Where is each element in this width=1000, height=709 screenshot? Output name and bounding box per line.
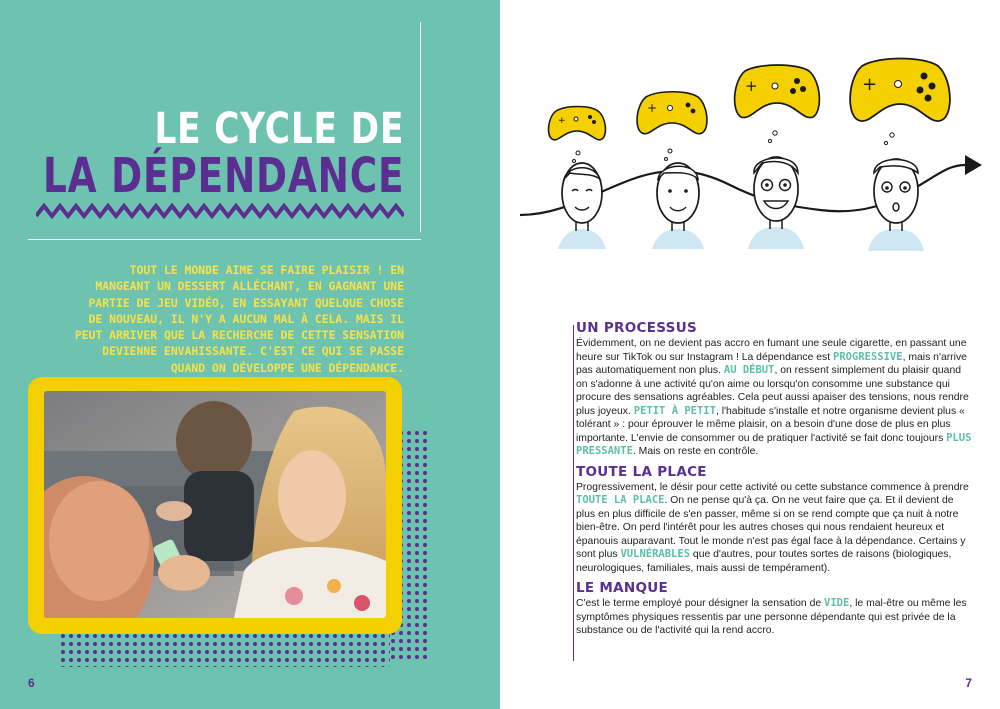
- right-page: [500, 0, 1000, 709]
- arrow-icon: [965, 155, 982, 175]
- svg-text:+: +: [745, 77, 758, 95]
- section-paragraph: [576, 337, 974, 459]
- svg-text:+: +: [647, 101, 658, 115]
- paragraph-text: , on ressent simplement du plaisir quand on s'adonne à une activité qu'on aime ou lorsqu'on consomme une substance qui procure des sensations agréables. Cela peut aussi apaiser des tensions, nous rendre plus joyeux.: [576, 365, 969, 417]
- children-with-phone-photo: [44, 391, 386, 618]
- paragraph-text: Évidemment, on ne devient pas accro en fumant une seule cigarette, en passant une heure sur TikTok ou sur Instagram ! La dépendance est: [576, 338, 967, 363]
- face-icon: [652, 163, 704, 249]
- paragraph-text: , le mal-être ou même les symptômes physiques ressentis par une personne dépendante qui est privée de la substance ou de l'activité qui la rend accro.: [576, 598, 967, 636]
- title-line-2: LA DÉPENDANCE: [42, 148, 404, 204]
- dependence-cycle-illustration: [520, 55, 990, 275]
- gamepad-icon: [549, 107, 606, 140]
- horizontal-rule: [28, 239, 421, 240]
- page-number-left: 6: [28, 676, 35, 690]
- intro-text: TOUT LE MONDE AIME SE FAIRE PLAISIR ! EN MANGEANT UN DESSERT ALLÉCHANT, EN GAGNANT UNE PARTIE DE JEU VIDÉO, EN ESSAYANT QUELQUE CHOSE DE NOUVEAU, IL N'Y A AUCUN MAL À CELA. MAIS IL PEUT ARRIVER QUE LA RECHERCHE DE CETTE SENSATION DEVIENNE ENVAHISSANTE. C'EST CE QUI SE PASSE QUAND ON DÉVELOPPE UNE DÉPENDANCE.: [74, 263, 404, 375]
- gamepad-icon: [735, 65, 820, 118]
- gamepad-icon: [637, 92, 707, 134]
- highlight-term: AU DÉBUT: [723, 364, 775, 376]
- highlight-term: VULNÉRABLES: [620, 548, 691, 560]
- paragraph-text: . Mais on reste en contrôle.: [632, 446, 759, 457]
- highlight-term: PLUS PRESSANTE: [576, 431, 972, 457]
- svg-text:+: +: [558, 116, 566, 126]
- highlight-term: TOUTE LA PLACE: [576, 494, 665, 506]
- section-title: UN PROCESSUS: [576, 320, 697, 336]
- section-title: LE MANQUE: [576, 580, 669, 596]
- page-number-right: 7: [965, 676, 972, 690]
- gamepad-icon: [850, 59, 950, 122]
- paragraph-text: , l'habitude s'installe et notre organisme devient plus « tolérant » : pour éprouver le même plaisir, on a besoin d'une dose de plus en plus importante. L'envie de consommer ou de pratiquer l'activité se fait donc toujours: [576, 405, 965, 444]
- highlight-term: VIDE: [824, 597, 850, 609]
- zigzag-decoration: [36, 202, 404, 220]
- section-paragraph: [576, 481, 974, 576]
- paragraph-text: , mais n'arrive pas automatiquement non plus.: [576, 351, 967, 376]
- paragraph-text: Progressivement, le désir pour cette activité ou cette substance commence à prendre: [576, 481, 969, 493]
- paragraph-text: C'est le terme employé pour désigner la sensation de: [576, 598, 825, 609]
- paragraph-text: que d'autres, pour toutes sortes de raisons (biologiques, neurologiques, familiales, mais aussi de tempérament).: [576, 549, 952, 574]
- title-line-1: LE CYCLE DE: [154, 104, 404, 154]
- section-paragraph: [576, 597, 974, 638]
- content-accent-bar: [573, 325, 574, 661]
- vertical-rule: [420, 22, 421, 232]
- highlight-term: PETIT À PETIT: [633, 404, 716, 417]
- section-title: TOUTE LA PLACE: [576, 463, 707, 480]
- face-icon: [868, 159, 924, 251]
- face-icon: [748, 157, 804, 249]
- paragraph-text: . On ne pense qu'à ça. On ne veut faire que ça. Et il devient de plus en plus difficile de s'en passer, même si on se rend compte que ça nuit à notre bien-être. On perd l'intérêt pour les autres choses qui nous rendaient heureux et épanouis auparavant. Tout le monde n'est pas égal face à la dépendance. Certains y sont plus: [576, 495, 966, 560]
- face-icon: [558, 163, 606, 249]
- highlight-term: PROGRESSIVE: [833, 350, 903, 363]
- svg-text:+: +: [862, 74, 878, 95]
- content-column: [576, 320, 974, 638]
